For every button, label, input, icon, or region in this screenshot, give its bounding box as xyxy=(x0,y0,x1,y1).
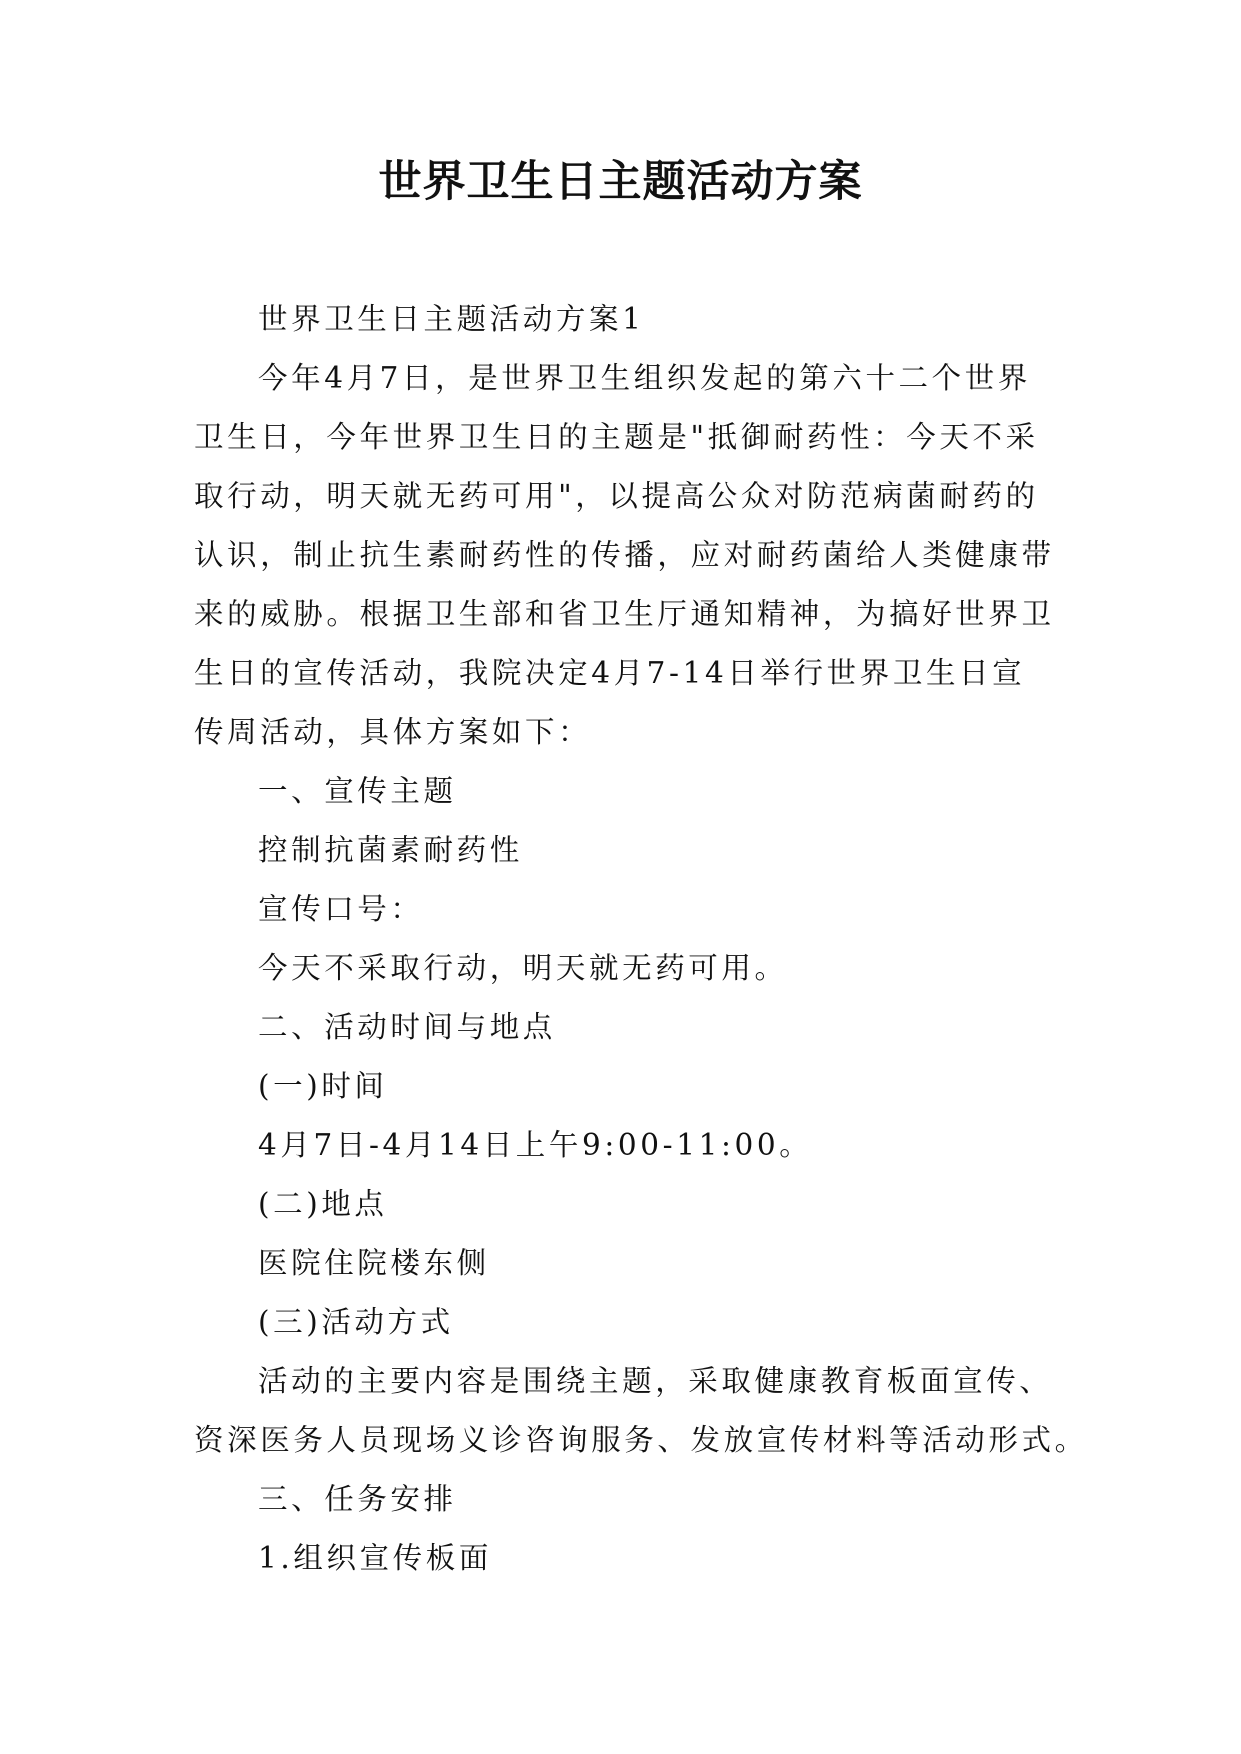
paragraph-line: 卫生日，今年世界卫生日的主题是"抵御耐药性：今天不采 xyxy=(194,420,1039,454)
subsection-heading: (三)活动方式 xyxy=(258,1305,454,1339)
paragraph-line: 资深医务人员现场义诊咨询服务、发放宣传材料等活动形式。 xyxy=(194,1423,1088,1457)
document-body xyxy=(194,290,1088,1588)
paragraph-line: 世界卫生日主题活动方案1 xyxy=(258,302,645,336)
paragraph-line: 生日的宣传活动，我院决定4月7-14日举行世界卫生日宣 xyxy=(194,656,1026,690)
paragraph-line: 医院住院楼东侧 xyxy=(258,1246,490,1280)
list-item: 1.组织宣传板面 xyxy=(258,1541,492,1575)
section-heading: 二、活动时间与地点 xyxy=(258,1010,556,1044)
paragraph-line: 来的威胁。根据卫生部和省卫生厅通知精神，为搞好世界卫 xyxy=(194,597,1055,631)
subsection-heading: (二)地点 xyxy=(258,1187,388,1221)
section-heading: 三、任务安排 xyxy=(258,1482,457,1516)
paragraph-line: 认识，制止抗生素耐药性的传播，应对耐药菌给人类健康带 xyxy=(194,538,1055,572)
paragraph-line: 4月7日-4月14日上午9:00-11:00。 xyxy=(258,1128,813,1162)
section-heading: 一、宣传主题 xyxy=(258,774,457,808)
paragraph-line: 传周活动，具体方案如下： xyxy=(194,715,592,749)
paragraph-line: 控制抗菌素耐药性 xyxy=(258,833,523,867)
paragraph-line: 宣传口号： xyxy=(258,892,424,926)
subsection-heading: (一)时间 xyxy=(258,1069,388,1103)
paragraph-line: 今天不采取行动，明天就无药可用。 xyxy=(258,951,788,985)
paragraph-line: 活动的主要内容是围绕主题，采取健康教育板面宣传、 xyxy=(258,1364,1053,1398)
paragraph-line: 取行动，明天就无药可用"，以提高公众对防范病菌耐药的 xyxy=(194,479,1039,513)
paragraph-line: 今年4月7日，是世界卫生组织发起的第六十二个世界 xyxy=(258,361,1031,395)
document-title: 世界卫生日主题活动方案 xyxy=(378,157,863,207)
